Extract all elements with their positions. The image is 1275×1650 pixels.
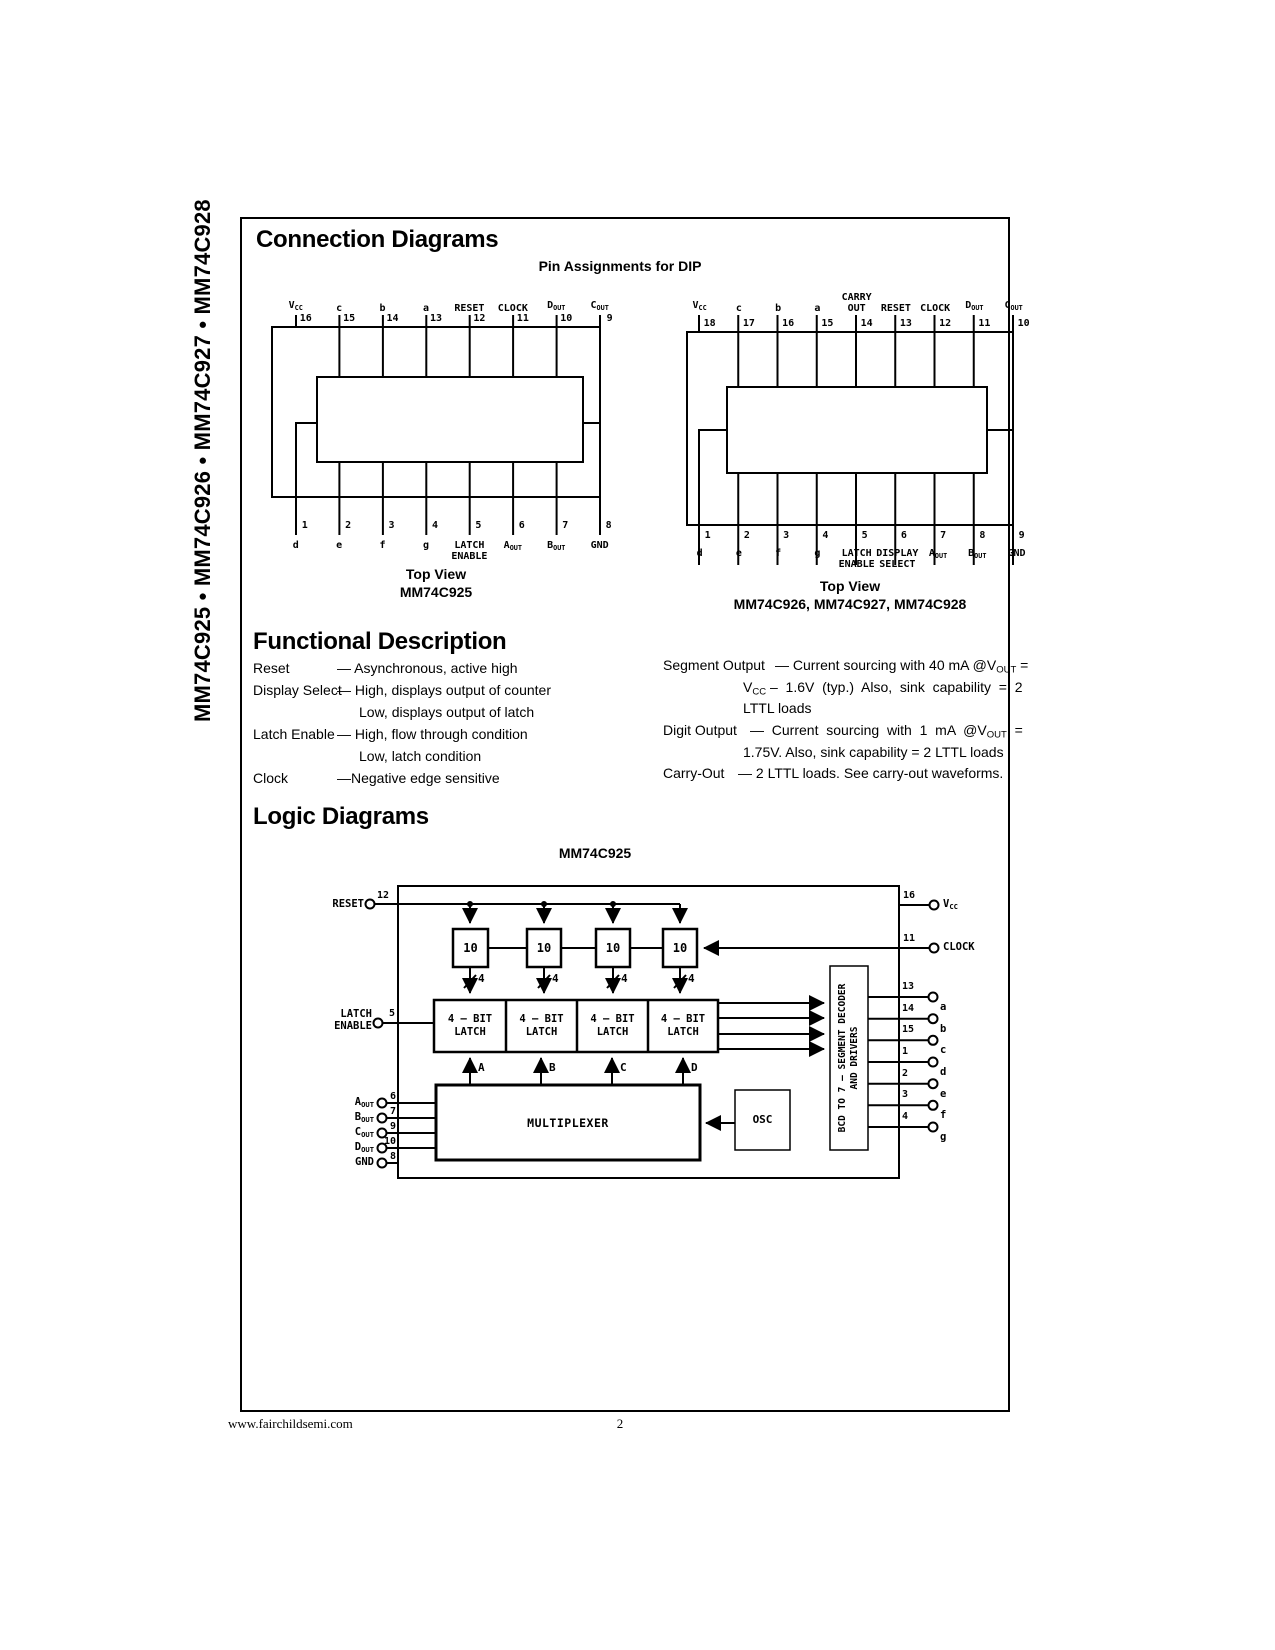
latch-line1: 4 – BIT xyxy=(660,1013,706,1025)
pin-label: AOUT xyxy=(354,1096,374,1109)
dip1-top-pin-labels xyxy=(274,284,622,314)
pin-label: GND xyxy=(1007,548,1026,559)
pin-number: 15 xyxy=(902,1024,915,1036)
pin-number: 12 xyxy=(473,313,486,324)
output-pin xyxy=(320,1151,397,1172)
pin-label: COUT xyxy=(1004,300,1023,312)
pin-label: g xyxy=(940,1130,947,1143)
pin-number: 17 xyxy=(742,318,755,329)
latch-line2: LATCH xyxy=(667,1026,699,1038)
latch-enable-pin-number: 5 xyxy=(388,1008,395,1019)
fd-term-digit-output: Digit Output xyxy=(663,722,737,738)
pin-number: 1 xyxy=(301,520,308,531)
pin-label: DOUT xyxy=(354,1141,374,1154)
counter-box-label: 10 xyxy=(463,941,478,955)
dip1-bottom-pin-numbers xyxy=(283,520,631,531)
decoder-line1: BCD TO 7 – SEGMENT DECODER xyxy=(837,983,848,1133)
dip1-caption-top-view: Top View xyxy=(405,566,467,582)
pin-number: 14 xyxy=(386,313,399,324)
pin-number: 14 xyxy=(860,318,873,329)
dip2-caption-top-view: Top View xyxy=(819,578,881,594)
pin-number: 10 xyxy=(560,313,573,324)
pin-label: COUT xyxy=(354,1126,374,1139)
pin-number: 14 xyxy=(902,1002,915,1014)
pin-number: 2 xyxy=(345,520,352,531)
fd-def-display-select-1: — High, displays output of counter xyxy=(337,682,552,698)
decoder-label xyxy=(834,963,864,1153)
pin-number: 3 xyxy=(902,1089,909,1101)
latch-enable-terminal-label: LATCH ENABLE xyxy=(334,1008,372,1032)
pin-label: AOUT xyxy=(503,540,522,552)
pin-label: CLOCK xyxy=(920,303,951,314)
pin-label: BOUT xyxy=(968,548,987,560)
pin-label: b xyxy=(940,1022,947,1035)
pin-number: 13 xyxy=(902,981,915,992)
fd-def-digit-2: 1.75V. Also, sink capability = 2 LTTL loads xyxy=(743,744,1004,760)
pin-label: g xyxy=(814,548,821,559)
pin-number: 18 xyxy=(703,318,716,329)
pin-number: 6 xyxy=(518,520,525,531)
clock-pin-number: 11 xyxy=(903,933,916,944)
pin-number: 5 xyxy=(861,530,868,541)
dip1-caption-part: MM74C925 xyxy=(399,584,473,600)
fd-def-latch-enable-2: Low, latch condition xyxy=(359,748,482,764)
connection-diagrams-heading: Connection Diagrams xyxy=(256,226,499,253)
fd-def-clock: —Negative edge sensitive xyxy=(337,770,500,786)
pin-label: c xyxy=(735,303,742,314)
pin-label: VCC xyxy=(692,300,707,312)
fd-def-segment-2: VCC – 1.6V (typ.) Also, sink capability = 2 xyxy=(743,679,1023,698)
pin-number: 13 xyxy=(429,313,442,324)
functional-description-heading: Functional Description xyxy=(253,628,507,655)
pin-assignments-subheading: Pin Assignments for DIP xyxy=(538,258,702,274)
latch-input-letter: B xyxy=(549,1061,556,1074)
pin-number: 13 xyxy=(899,318,912,329)
fd-def-segment-1: — Current sourcing with 40 mA @VOUT = xyxy=(775,657,1029,676)
pin-label: c xyxy=(940,1044,947,1057)
pin-label: RESET xyxy=(880,303,911,314)
pin-label: e xyxy=(735,548,742,559)
sidebar-part-numbers: MM74C925 • MM74C926 • MM74C927 • MM74C928 xyxy=(190,199,215,722)
pin-label: d xyxy=(696,548,703,559)
bus-width-label: 4 xyxy=(552,972,559,985)
latch-line2: LATCH xyxy=(454,1026,486,1038)
pin-number: 16 xyxy=(299,313,312,324)
fd-term-latch-enable: Latch Enable xyxy=(253,726,335,742)
pin-label: b xyxy=(775,303,782,314)
dip2-bottom-pin-numbers xyxy=(688,530,1041,541)
pin-label: BOUT xyxy=(354,1111,374,1124)
dip-diagram-mm74c926-928 xyxy=(680,270,1030,610)
pin-number: 11 xyxy=(978,318,991,329)
pin-label: b xyxy=(379,303,386,314)
pin-number: 8 xyxy=(389,1151,396,1162)
pin-label: f xyxy=(775,548,782,559)
fd-term-reset: Reset xyxy=(253,660,290,676)
pin-number: 1 xyxy=(902,1045,909,1057)
reset-pin-number: 12 xyxy=(376,890,389,901)
pin-number: 9 xyxy=(389,1121,396,1132)
pin-label: a xyxy=(814,303,821,314)
pin-label: f xyxy=(940,1109,947,1122)
pin-label: AOUT xyxy=(928,548,948,560)
pin-label: DOUT xyxy=(547,300,566,312)
decoder-line2: AND DRIVERS xyxy=(849,1026,860,1090)
latch-box-label xyxy=(434,1000,506,1052)
pin-number: 2 xyxy=(743,530,750,541)
bus-width-label: 4 xyxy=(478,972,485,985)
latch-line1: 4 – BIT xyxy=(590,1013,635,1025)
pin-label: CARRY OUT xyxy=(841,292,872,314)
pin-number: 9 xyxy=(1018,530,1025,541)
fd-def-reset: — Asynchronous, active high xyxy=(337,660,518,676)
pin-number: 8 xyxy=(605,520,612,531)
bus-width-label: 4 xyxy=(688,972,695,985)
pin-label: GND xyxy=(355,1156,374,1168)
latch-line2: LATCH xyxy=(596,1026,629,1038)
pin-label: d xyxy=(292,540,299,551)
vcc-pin-number: 16 xyxy=(903,890,916,901)
fd-term-segment-output: Segment Output xyxy=(663,657,765,673)
pin-number: 4 xyxy=(431,520,438,531)
pin-label: f xyxy=(379,540,386,551)
pin-number: 7 xyxy=(940,530,947,541)
pin-number: 9 xyxy=(606,313,613,324)
pin-label: DOUT xyxy=(965,300,984,312)
pin-label: e xyxy=(336,540,343,551)
pin-label: LATCH ENABLE xyxy=(451,540,488,562)
pin-label: LATCH ENABLE xyxy=(838,548,875,570)
footer-url: www.fairchildsemi.com xyxy=(228,1416,353,1431)
pin-label: g xyxy=(422,540,429,551)
counter-box-label: 10 xyxy=(672,941,688,955)
dip1-top-pin-numbers xyxy=(284,313,632,324)
pin-label: BOUT xyxy=(547,540,566,552)
pin-number: 10 xyxy=(383,1136,396,1147)
dip2-top-pin-numbers xyxy=(690,318,1043,329)
pin-number: 11 xyxy=(516,313,529,324)
pin-number: 3 xyxy=(783,530,790,541)
segment-pin xyxy=(902,1111,962,1145)
fd-def-segment-3: LTTL loads xyxy=(743,700,812,716)
pin-number: 6 xyxy=(900,530,907,541)
latch-box-label xyxy=(577,1000,648,1052)
vcc-terminal-label: VCC xyxy=(943,898,958,911)
pin-number: 4 xyxy=(902,1110,909,1122)
pin-label: GND xyxy=(590,540,609,551)
pin-number: 2 xyxy=(902,1067,909,1079)
pin-label: a xyxy=(422,303,429,314)
pin-label: CLOCK xyxy=(497,303,528,314)
pin-number: 3 xyxy=(388,520,395,531)
fd-term-display-select: Display Select xyxy=(253,682,342,698)
pin-label: c xyxy=(336,303,343,314)
latch-input-letter: A xyxy=(478,1061,485,1074)
latch-line1: 4 – BIT xyxy=(447,1013,493,1025)
fd-def-carry-out: — 2 LTTL loads. See carry-out waveforms. xyxy=(738,765,1004,781)
logic-diagrams-heading: Logic Diagrams xyxy=(253,803,429,830)
dip-diagram-mm74c925 xyxy=(260,270,620,605)
pin-number: 7 xyxy=(562,520,569,531)
pin-number: 7 xyxy=(389,1106,396,1117)
pin-number: 15 xyxy=(343,313,356,324)
latch-input-letter: C xyxy=(620,1061,627,1074)
dip2-top-pin-labels xyxy=(680,278,1033,314)
pin-number: 8 xyxy=(979,530,986,541)
latch-box-label xyxy=(506,1000,577,1052)
pin-label: e xyxy=(940,1087,947,1100)
pin-label: a xyxy=(940,1001,947,1013)
pin-label: RESET xyxy=(454,303,485,314)
fd-def-latch-enable-1: — High, flow through condition xyxy=(337,726,528,742)
osc-label: OSC xyxy=(752,1113,773,1126)
fd-def-digit-1: — Current sourcing with 1 mA @VOUT = xyxy=(750,722,1023,741)
multiplexer-label: MULTIPLEXER xyxy=(527,1115,609,1130)
clock-terminal-label: CLOCK xyxy=(943,941,975,953)
pin-number: 16 xyxy=(782,318,795,329)
bus-width-label: 4 xyxy=(621,972,628,985)
latch-line1: 4 – BIT xyxy=(519,1013,564,1025)
counter-box-label: 10 xyxy=(536,941,552,955)
pin-number: 10 xyxy=(1017,318,1030,329)
pin-number: 12 xyxy=(939,318,952,329)
fd-def-display-select-2: Low, displays output of latch xyxy=(359,704,535,720)
logic-diagram-mm74c925 xyxy=(320,840,980,1185)
pin-number: 5 xyxy=(475,520,482,531)
pin-number: 15 xyxy=(821,318,834,329)
pin-label: VCC xyxy=(288,300,303,312)
latch-input-letter: D xyxy=(691,1061,698,1074)
pin-label: COUT xyxy=(590,300,609,312)
logic-diagram-title: MM74C925 xyxy=(558,845,632,861)
pin-label: d xyxy=(940,1065,947,1078)
fd-term-clock: Clock xyxy=(253,770,289,786)
pin-number: 4 xyxy=(822,530,829,541)
pin-label: DISPLAY SELECT xyxy=(876,548,919,570)
latch-box-label xyxy=(648,1000,718,1052)
footer-page-number: 2 xyxy=(616,1416,624,1431)
counter-box-label: 10 xyxy=(605,941,621,955)
pin-number: 1 xyxy=(704,530,711,541)
fd-term-carry-out: Carry-Out xyxy=(663,765,725,781)
reset-terminal-label: RESET xyxy=(332,898,364,910)
pin-number: 6 xyxy=(389,1091,396,1102)
latch-line2: LATCH xyxy=(525,1026,558,1038)
dip2-caption-parts: MM74C926, MM74C927, MM74C928 xyxy=(733,596,967,612)
